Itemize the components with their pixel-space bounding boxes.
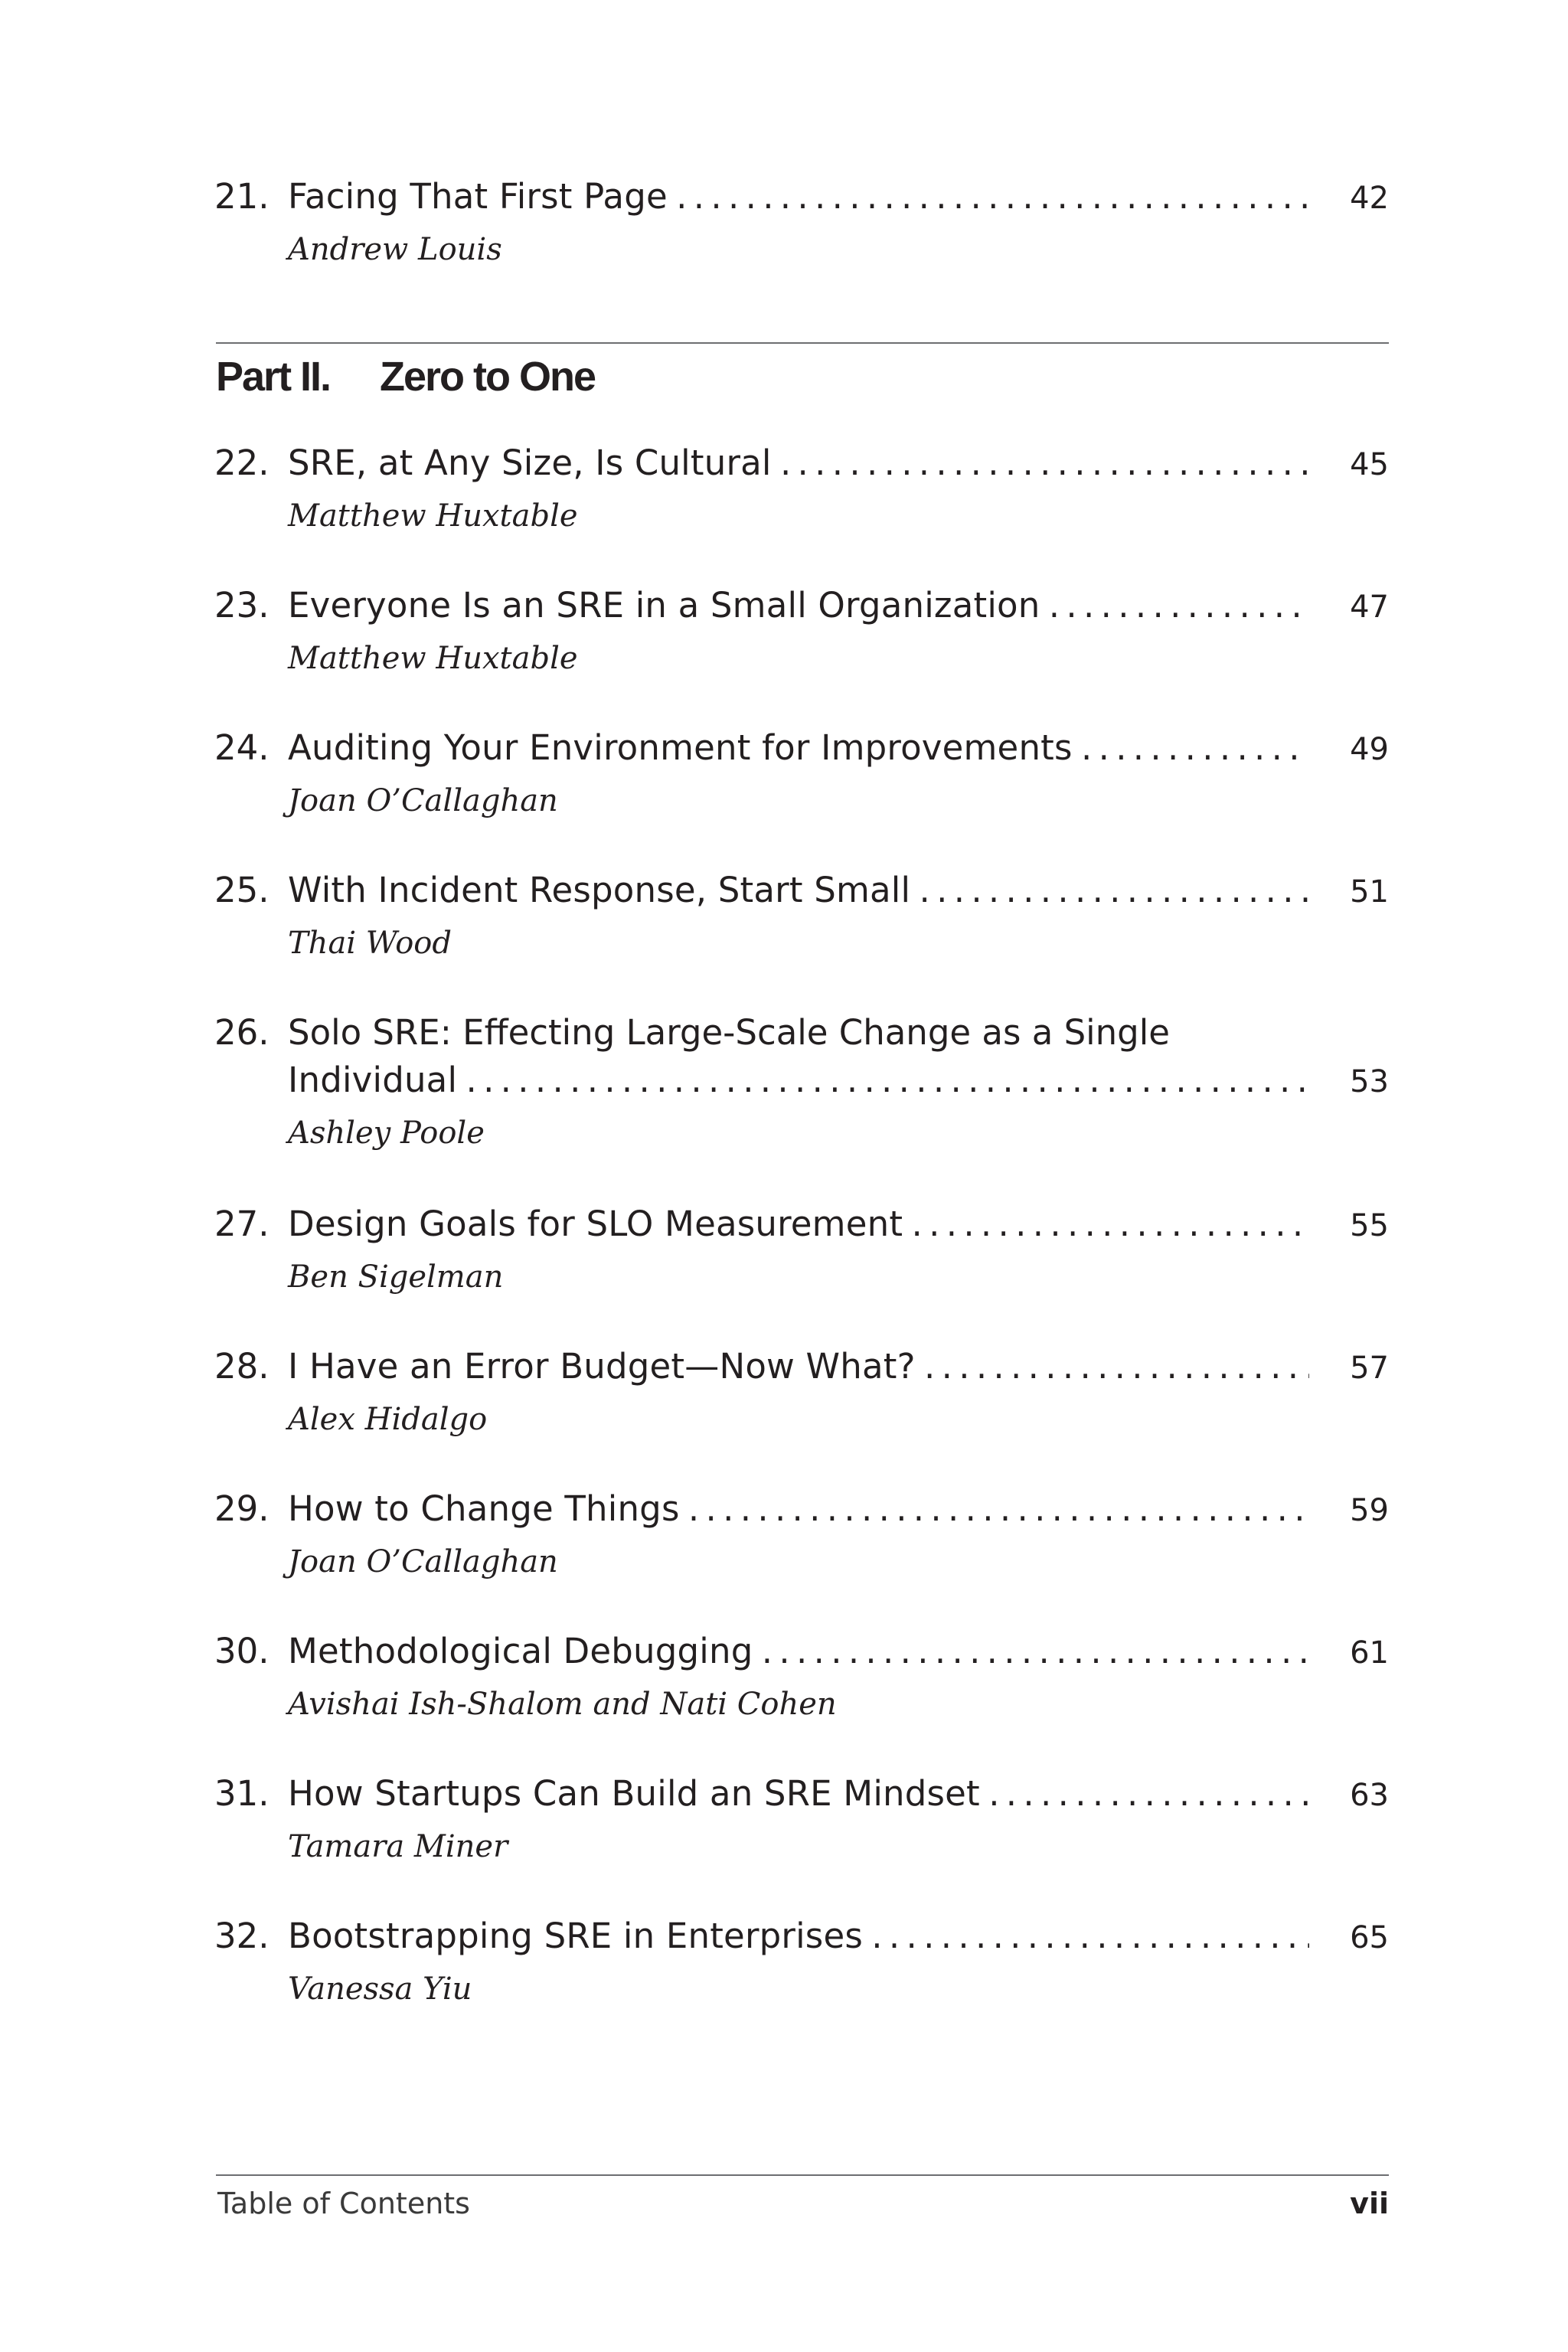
page-number: 65 [1350, 1920, 1389, 1955]
toc-title-line [214, 1628, 1389, 1675]
toc-entry[interactable] [214, 1009, 1389, 1156]
part-title: Zero to One [380, 354, 596, 400]
chapter-number: 21. [214, 176, 270, 217]
page-number: 51 [1350, 874, 1389, 910]
chapter-number: 31. [214, 1773, 270, 1814]
toc-entry[interactable] [214, 1770, 1389, 1870]
chapter-title: Methodological Debugging . . . [288, 1628, 1309, 1675]
part-divider [216, 342, 1389, 344]
chapter-author: Joan O’Callaghan [288, 1544, 558, 1579]
chapter-title: Bootstrapping SRE in Enterprises . . . [288, 1913, 1309, 1960]
page-number: 55 [1350, 1208, 1389, 1243]
page-number: 53 [1350, 1064, 1389, 1099]
chapter-author: Vanessa Yiu [288, 1971, 472, 2007]
folio-page-number: vii [1350, 2187, 1389, 2220]
chapter-title: Individual . . . [288, 1057, 1309, 1104]
page-number: 59 [1350, 1493, 1389, 1528]
chapter-title: Design Goals for SLO Measurement . . . [288, 1200, 1309, 1248]
toc-title-line [214, 867, 1389, 914]
toc-entry[interactable] [214, 173, 1389, 273]
page-number: 42 [1350, 181, 1389, 216]
chapter-number: 30. [214, 1631, 270, 1671]
chapter-number: 25. [214, 870, 270, 910]
part-label: Part II. [216, 354, 331, 400]
part-heading [216, 346, 595, 407]
chapter-title-first-line: Solo SRE: Effecting Large-Scale Change as a Single [288, 1012, 1170, 1053]
chapter-number: 22. [214, 443, 270, 483]
page-number: 49 [1350, 732, 1389, 767]
chapter-title: How to Change Things . . . [288, 1485, 1309, 1533]
chapter-title: SRE, at Any Size, Is Cultural . . . [288, 439, 1309, 487]
chapter-author: Thai Wood [288, 926, 452, 961]
toc-entry[interactable] [214, 1200, 1389, 1300]
toc-entry[interactable] [214, 1913, 1389, 2012]
chapter-author: Matthew Huxtable [288, 498, 578, 534]
chapter-number: 27. [214, 1204, 270, 1244]
toc-title-line [214, 1200, 1389, 1248]
chapter-author: Alex Hidalgo [288, 1402, 488, 1437]
chapter-number: 24. [214, 727, 270, 768]
toc-title-line [214, 1343, 1389, 1390]
chapter-author: Matthew Huxtable [288, 641, 578, 676]
page-number: 63 [1350, 1778, 1389, 1813]
chapter-number: 29. [214, 1488, 270, 1529]
chapter-author: Ben Sigelman [288, 1259, 504, 1295]
toc-title-line [214, 173, 1389, 220]
toc-title-line [214, 1913, 1389, 1960]
toc-entry[interactable] [214, 1485, 1389, 1585]
page-number: 45 [1350, 447, 1389, 482]
page-number: 47 [1350, 590, 1389, 625]
chapter-author: Joan O’Callaghan [288, 783, 558, 818]
chapter-title: Auditing Your Environment for Improvements . . . [288, 724, 1309, 772]
chapter-number: 23. [214, 585, 270, 626]
chapter-title: Facing That First Page . . . [288, 173, 1309, 220]
footer-divider [216, 2174, 1389, 2176]
toc-title-line [214, 1057, 1389, 1104]
chapter-author: Andrew Louis [288, 232, 502, 267]
chapter-number: 32. [214, 1916, 270, 1956]
toc-entry[interactable] [214, 1343, 1389, 1442]
toc-entry[interactable] [214, 724, 1389, 824]
chapter-title: I Have an Error Budget—Now What? . . . [288, 1343, 1309, 1390]
toc-title-line [214, 439, 1389, 487]
chapter-author: Avishai Ish-Shalom and Nati Cohen [288, 1687, 837, 1722]
toc-title-line [214, 1770, 1389, 1818]
chapter-author: Ashley Poole [288, 1116, 485, 1151]
toc-entry[interactable] [214, 867, 1389, 966]
toc-title-line [214, 724, 1389, 772]
chapter-author: Tamara Miner [288, 1829, 508, 1864]
toc-entry[interactable] [214, 582, 1389, 681]
running-footer-section: Table of Contents [217, 2187, 470, 2220]
chapter-title: How Startups Can Build an SRE Mindset . . . [288, 1770, 1309, 1818]
page-number: 61 [1350, 1635, 1389, 1671]
toc-title-line [214, 1009, 1389, 1057]
chapter-title: With Incident Response, Start Small . . . [288, 867, 1309, 914]
toc-title-line [214, 1485, 1389, 1533]
toc-entry[interactable] [214, 439, 1389, 539]
chapter-title: Everyone Is an SRE in a Small Organization . . . [288, 582, 1309, 629]
toc-title-line [214, 582, 1389, 629]
page-number: 57 [1350, 1351, 1389, 1386]
toc-entry[interactable] [214, 1628, 1389, 1727]
chapter-number: 26. [214, 1012, 270, 1053]
chapter-number: 28. [214, 1346, 270, 1387]
